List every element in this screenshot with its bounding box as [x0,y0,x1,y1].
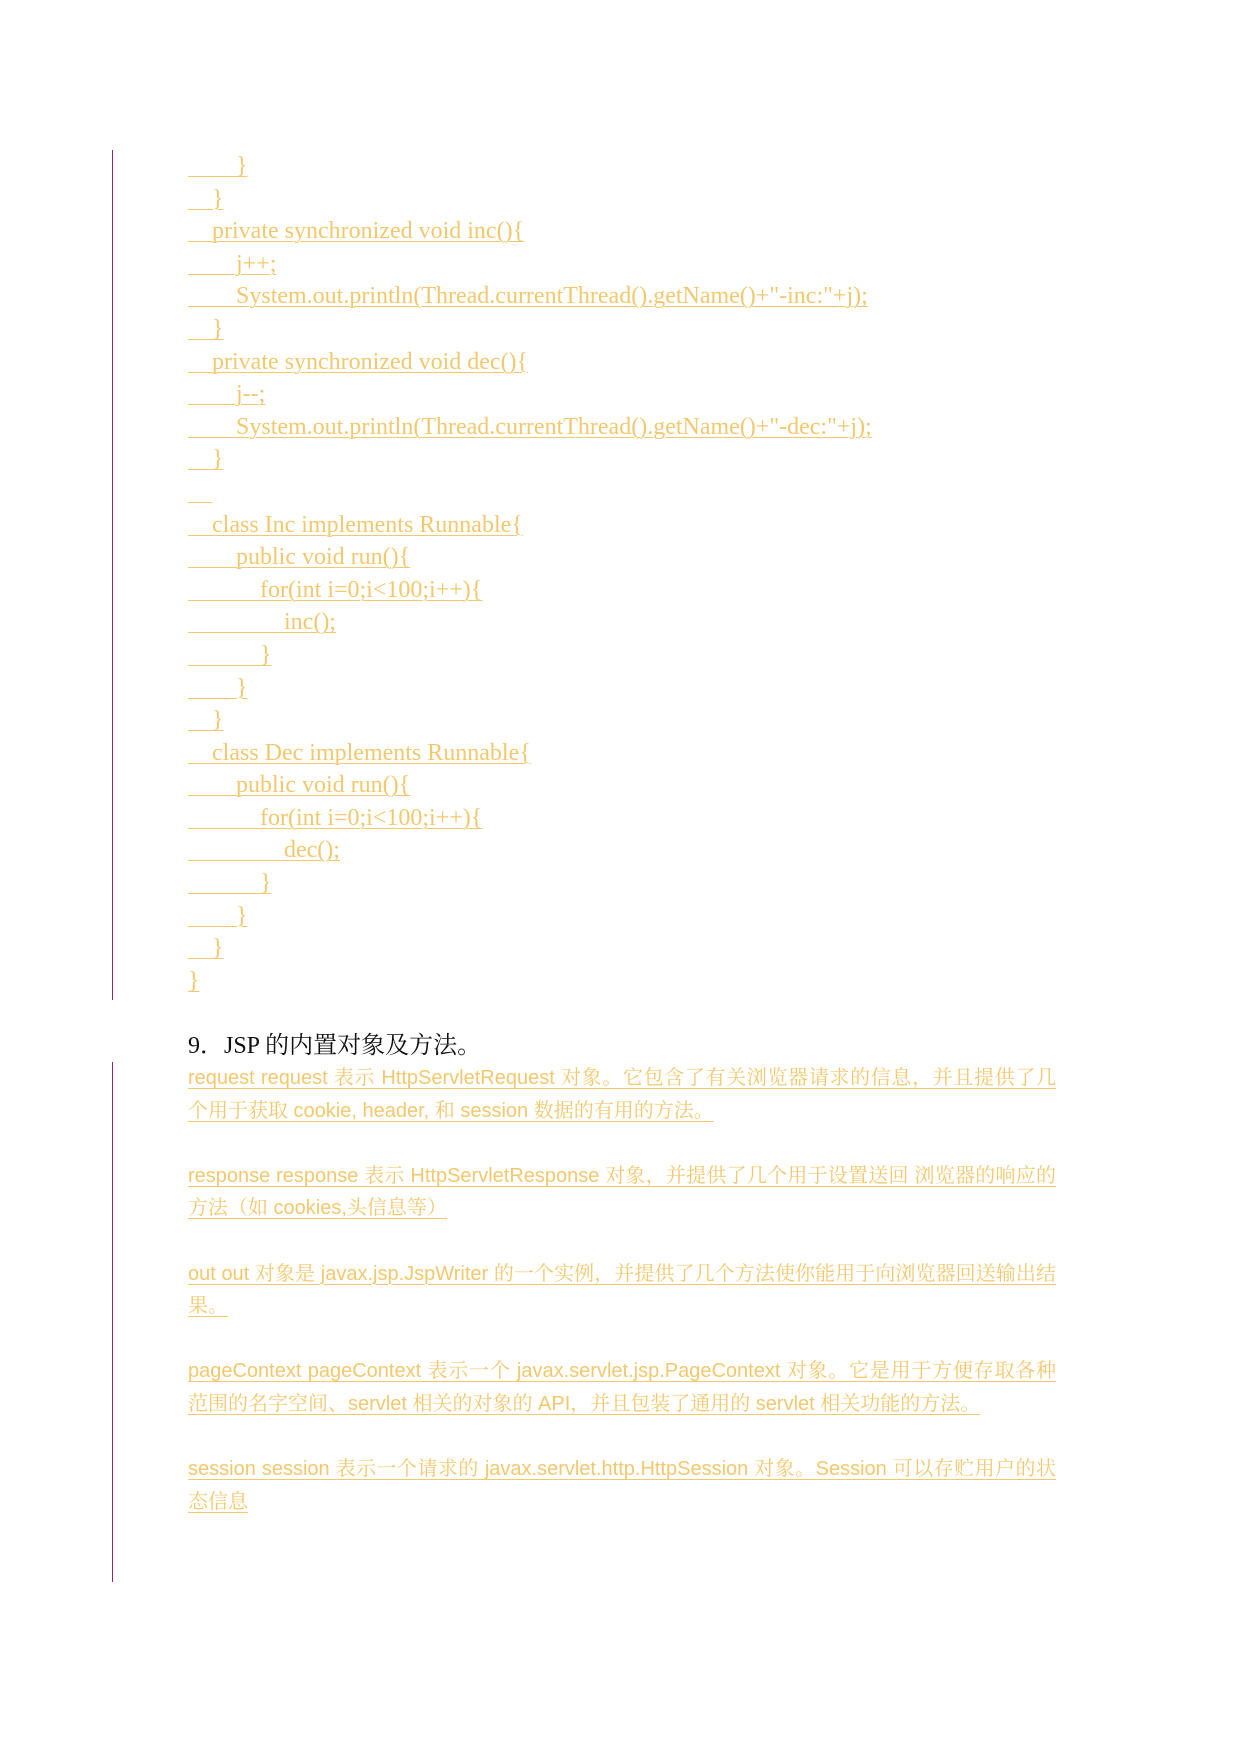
code-line: } [188,674,248,701]
code-line: } [188,641,272,668]
code-line: for(int i=0;i<100;i++){ [188,804,483,831]
code-line [188,476,872,509]
code-line: class Dec implements Runnable{ [188,739,531,766]
code-line: private synchronized void inc(){ [188,218,525,245]
list-item [188,1062,1056,1127]
item-text-pagecontext: pageContext pageContext 表示一个 javax.servlet.jsp.PageContext 对象。它是用于方便存取各种范围的名字空间、servlet 相关的对象的 API，并且包装了通用的 servlet 相关功能的方法。 [188,1360,1056,1415]
code-line: for(int i=0;i<100;i++){ [188,576,483,603]
item-text-response: response response 表示 HttpServletResponse 对象，并提供了几个用于设置送回 浏览器的响应的方法（如 cookies,头信息等） [188,1164,1056,1220]
code-line: } [188,870,272,897]
code-block [188,150,872,997]
code-line: } [188,315,224,342]
code-line: } [188,967,200,994]
item-text-session: session session 表示一个请求的 javax.servlet.http.HttpSession 对象。Session 可以存贮用户的状态信息 [188,1458,1056,1513]
list-item [188,1160,1056,1225]
item-text-request: request request 表示 HttpServletRequest 对象。它包含了有关浏览器请求的信息，并且提供了几个用于获取 cookie, header, 和 session 数据的有用的方法。 [188,1067,1056,1122]
code-line: dec(); [188,837,340,864]
code-line: } [188,446,224,473]
code-line: public void run(){ [188,544,411,571]
code-line: j++; [188,250,277,277]
code-line: } [188,185,224,212]
item-text-out: out out 对象是 javax.jsp.JspWriter 的一个实例，并提供了几个方法使你能用于向浏览器回送输出结果。 [188,1262,1056,1318]
code-line: System.out.println(Thread.currentThread().getName()+"-dec:"+j); [188,413,872,440]
code-line: private synchronized void dec(){ [188,348,529,375]
list-item [188,1355,1056,1420]
code-line: } [188,153,248,179]
code-line: j--; [188,381,266,408]
builtin-objects-list [188,1062,1056,1551]
list-item [188,1453,1056,1518]
list-item [188,1258,1056,1323]
change-bar-section [112,1062,113,1582]
code-line: } [188,935,224,962]
code-line: class Inc implements Runnable{ [188,511,523,538]
code-line: public void run(){ [188,772,411,799]
code-line: } [188,902,248,929]
change-bar-code [112,150,113,1000]
section-heading: 9．JSP 的内置对象及方法。 [188,1033,482,1059]
code-line: inc(); [188,609,336,636]
code-line: System.out.println(Thread.currentThread().getName()+"-inc:"+j); [188,283,868,310]
code-line: } [188,707,224,734]
